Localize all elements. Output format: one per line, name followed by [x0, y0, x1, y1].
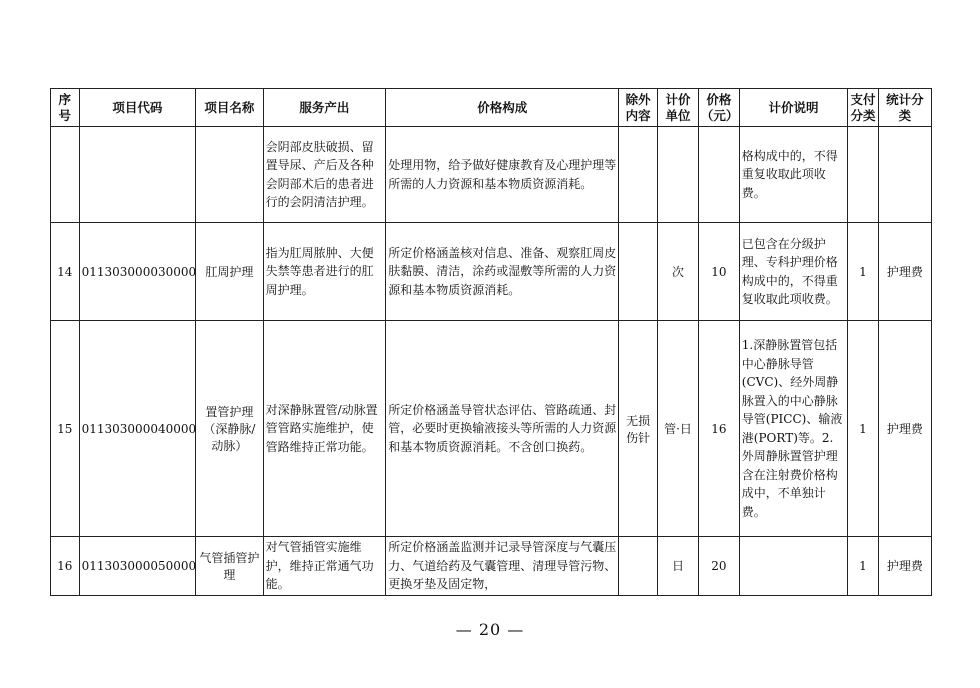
cell-notes: 格构成中的，不得重复收取此项收费。 — [739, 127, 847, 223]
cell-code: 011303000050000 — [79, 537, 196, 596]
cell-seq — [51, 127, 80, 223]
cell-payment: 1 — [848, 537, 879, 596]
cell-price: 20 — [698, 537, 739, 596]
header-composition: 价格构成 — [386, 89, 619, 127]
header-notes: 计价说明 — [739, 89, 847, 127]
cell-price: 16 — [698, 321, 739, 537]
header-excluded: 除外内容 — [619, 89, 658, 127]
cell-notes: 1.深静脉置管包括中心静脉导管(CVC)、经外周静脉置入的中心静脉导管(PICC)、输液港(PORT)等。2.外周静脉置管护理含在注射费价格构成中，不单独计费。 — [739, 321, 847, 537]
cell-price: 10 — [698, 223, 739, 321]
cell-name: 气管插管护理 — [196, 537, 263, 596]
cell-code: 011303000030000 — [79, 223, 196, 321]
pricing-table — [50, 88, 932, 596]
header-price: 价格（元） — [698, 89, 739, 127]
cell-stat: 护理费 — [878, 321, 931, 537]
cell-excluded — [619, 537, 658, 596]
cell-excluded — [619, 127, 658, 223]
cell-unit: 管·日 — [658, 321, 699, 537]
cell-composition: 所定价格涵盖导管状态评估、管路疏通、封管，必要时更换输液接头等所需的人力资源和基本物质资源消耗。不含创口换药。 — [386, 321, 619, 537]
cell-name: 肛周护理 — [196, 223, 263, 321]
cell-name — [196, 127, 263, 223]
cell-composition: 所定价格涵盖核对信息、准备、观察肛周皮肤黏膜、清洁，涂药或湿敷等所需的人力资源和基本物质资源消耗。 — [386, 223, 619, 321]
cell-notes — [739, 537, 847, 596]
cell-stat — [878, 127, 931, 223]
table-row — [51, 223, 932, 321]
cell-stat: 护理费 — [878, 537, 931, 596]
table-row — [51, 537, 932, 596]
cell-payment: 1 — [848, 321, 879, 537]
table-row — [51, 127, 932, 223]
cell-seq: 15 — [51, 321, 80, 537]
cell-seq: 16 — [51, 537, 80, 596]
table-row — [51, 321, 932, 537]
cell-excluded: 无损伤针 — [619, 321, 658, 537]
cell-code: 011303000040000 — [79, 321, 196, 537]
cell-composition: 处理用物，给予做好健康教育及心理护理等所需的人力资源和基本物质资源消耗。 — [386, 127, 619, 223]
cell-service: 会阴部皮肤破损、留置导尿、产后及各种会阴部术后的患者进行的会阴清洁护理。 — [263, 127, 386, 223]
cell-unit: 日 — [658, 537, 699, 596]
cell-stat: 护理费 — [878, 223, 931, 321]
cell-unit: 次 — [658, 223, 699, 321]
cell-service: 对深静脉置管/动脉置管管路实施维护，使管路维持正常功能。 — [263, 321, 386, 537]
page-number: — 20 — — [455, 620, 525, 639]
header-stat: 统计分类 — [878, 89, 931, 127]
cell-payment: 1 — [848, 223, 879, 321]
cell-payment — [848, 127, 879, 223]
header-name: 项目名称 — [196, 89, 263, 127]
header-seq: 序号 — [51, 89, 80, 127]
cell-seq: 14 — [51, 223, 80, 321]
cell-composition: 所定价格涵盖监测并记录导管深度与气囊压力、气道给药及气囊管理、清理导管污物、更换牙垫及固定物， — [386, 537, 619, 596]
header-service: 服务产出 — [263, 89, 386, 127]
header-payment: 支付分类 — [848, 89, 879, 127]
cell-unit — [658, 127, 699, 223]
cell-notes: 已包含在分级护理、专科护理价格构成中的，不得重复收取此项收费。 — [739, 223, 847, 321]
header-row — [51, 89, 932, 127]
cell-code — [79, 127, 196, 223]
cell-service: 对气管插管实施维护，维持正常通气功能。 — [263, 537, 386, 596]
cell-service: 指为肛周脓肿、大便失禁等患者进行的肛周护理。 — [263, 223, 386, 321]
cell-name: 置管护理（深静脉/动脉） — [196, 321, 263, 537]
header-unit: 计价单位 — [658, 89, 699, 127]
cell-price — [698, 127, 739, 223]
cell-excluded — [619, 223, 658, 321]
header-code: 项目代码 — [79, 89, 196, 127]
